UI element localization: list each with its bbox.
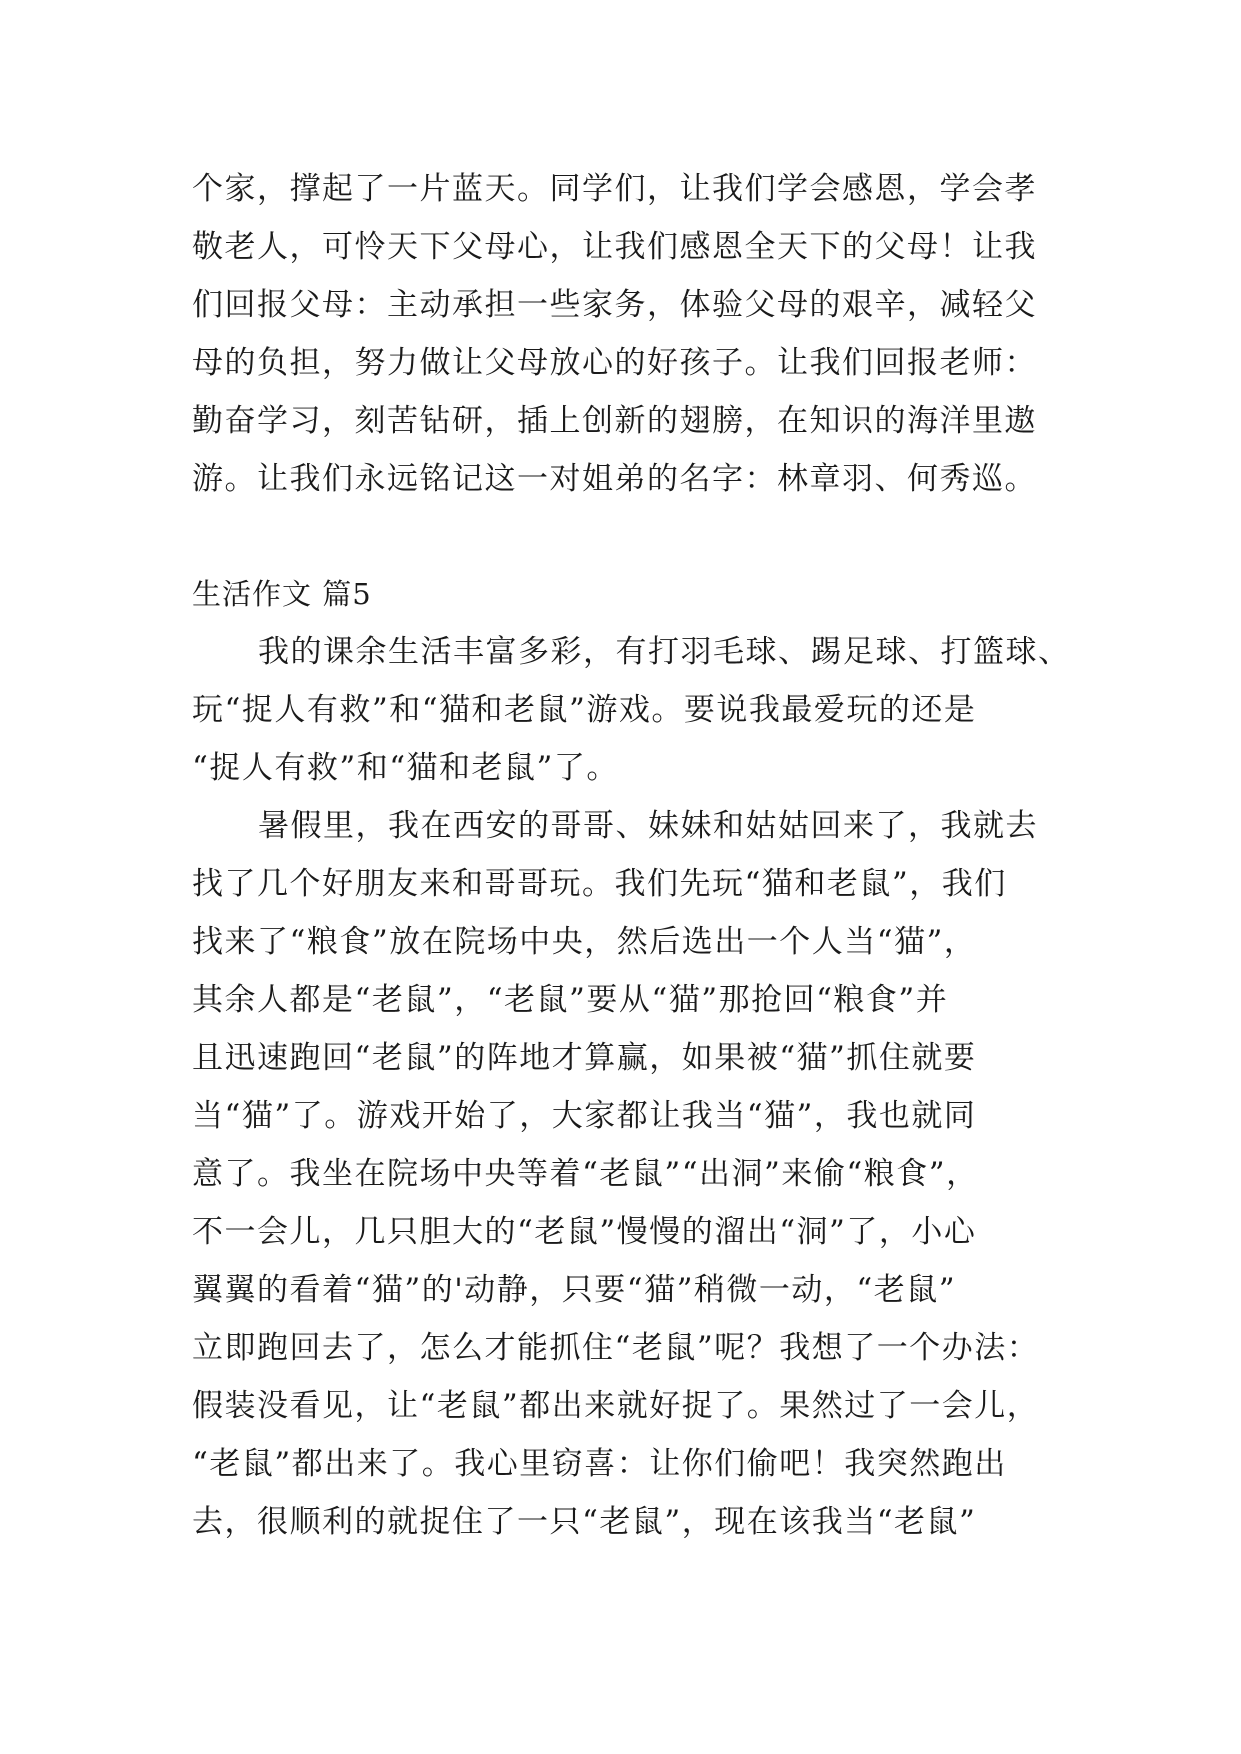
paragraph-line: 母的负担，努力做让父母放心的好孩子。让我们回报老师： <box>192 345 1037 381</box>
paragraph-line: 立即跑回去了，怎么才能抓住“老鼠”呢？我想了一个办法： <box>192 1330 1040 1366</box>
paragraph-line: 且迅速跑回“老鼠”的阵地才算赢，如果被“猫”抓住就要 <box>192 1040 977 1076</box>
paragraph-line: “老鼠”都出来了。我心里窃喜：让你们偷吧！我突然跑出 <box>192 1446 1007 1482</box>
paragraph-line: 敬老人，可怜天下父母心，让我们感恩全天下的父母！让我 <box>192 229 1037 265</box>
section-heading: 生活作文 篇5 <box>192 577 372 611</box>
paragraph-line: 不一会儿，几只胆大的“老鼠”慢慢的溜出“洞”了，小心 <box>192 1214 977 1250</box>
paragraph-line: 意了。我坐在院场中央等着“老鼠”“出洞”来偷“粮食”， <box>192 1156 979 1192</box>
paragraph-line: 当“猫”了。游戏开始了，大家都让我当“猫”，我也就同 <box>192 1098 977 1134</box>
paragraph-line: 们回报父母：主动承担一些家务，体验父母的艰辛，减轻父 <box>192 287 1037 323</box>
paragraph-line: 去，很顺利的就捉住了一只“老鼠”，现在该我当“老鼠” <box>192 1504 977 1540</box>
paragraph-line: 玩“捉人有救”和“猫和老鼠”游戏。要说我最爱玩的还是 <box>192 692 977 728</box>
paragraph-line: 我的课余生活丰富多彩，有打羽毛球、踢足球、打篮球、 <box>258 634 1071 670</box>
paragraph-line: 勤奋学习，刻苦钻研，插上创新的翅膀，在知识的海洋里遨 <box>192 403 1037 439</box>
paragraph-line: 其余人都是“老鼠”，“老鼠”要从“猫”那抢回“粮食”并 <box>192 982 949 1018</box>
paragraph-line: 个家，撑起了一片蓝天。同学们，让我们学会感恩，学会孝 <box>192 171 1037 207</box>
top-paragraph <box>192 160 1052 508</box>
paragraph-line: “捉人有救”和“猫和老鼠”了。 <box>192 750 619 786</box>
paragraph-line: 游。让我们永远铭记这一对姐弟的名字：林章羽、何秀巡。 <box>192 461 1037 497</box>
paragraph-line: 假装没看见，让“老鼠”都出来就好捉了。果然过了一会儿， <box>192 1388 1040 1424</box>
paragraph-line: 暑假里，我在西安的哥哥、妹妹和姑姑回来了，我就去 <box>258 808 1038 844</box>
paragraph-line: 找了几个好朋友来和哥哥玩。我们先玩“猫和老鼠”，我们 <box>192 866 1007 902</box>
paragraph-line: 找来了“粮食”放在院场中央，然后选出一个人当“猫”， <box>192 924 977 960</box>
paragraph-line: 翼翼的看着“猫”的'动静，只要“猫”稍微一动，“老鼠” <box>192 1272 957 1308</box>
section-body <box>192 623 1071 1551</box>
